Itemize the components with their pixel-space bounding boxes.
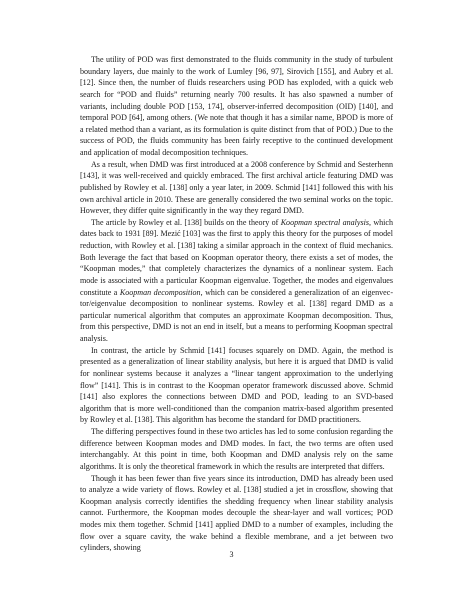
text-run: The utility of POD was first demonstrated to the fluids community in the study of turbulent boundary layers, due mainly to the work of Lumley [96, 97], Sirovich [155], and Aubry et al. [12]. Since then, the number of fluids researchers using POD has exploded, with a quick web search for “POD and fluids” returning nearly 700 results. It has also spawned a number of variants, including double POD [153, 174], observer-inferred decomposition (OID) [140], and temporal POD [64], among others. (We note that though it has a similar name, BPOD is more of a related method than a variant, as its formulation is quite distinct from that of POD.) Due to the success of POD, the fluids community has been fairly receptive to the continued development and application of modal decomposition techniques. — [80, 55, 393, 157]
italic-term: Koopman decomposition — [119, 287, 201, 297]
text-run: In contrast, the article by Schmid [141] focuses squarely on DMD. Again, the method is presented as a generalization of linear stability analysis, but here it is argued that DMD is valid for nonlinear systems because it analyzes a “linear tangent approximation to the underlying flow” [141]. This is in contrast to the Koopman operator framework discussed above. Schmid [141] also explores the connections between DMD and POD, leading to an SVD-based algorithm that is more well-conditioned than the companion matrix-based algorithm presented by Rowley et al. [138]. This algorithm has become the standard for DMD practitioners. — [80, 345, 393, 425]
paragraph-differing-perspectives — [80, 426, 393, 473]
text-run: The article by Rowley et al. [138] builds on the theory of — [91, 217, 281, 227]
paragraph-dmd-introduction — [80, 159, 393, 217]
body-text — [80, 54, 393, 554]
italic-term: Koopman spectral analysis — [280, 217, 369, 227]
paragraph-koopman-rowley — [80, 217, 393, 345]
paragraph-schmid-contrast — [80, 345, 393, 426]
paragraph-pod-history — [80, 54, 393, 159]
text-run: As a result, when DMD was first introduced at a 2008 conference by Schmid and Sesterhenn [143], it was well-received and quickly embraced. The first archival article featuring DMD was published by Rowley et al. [138] only a year later, in 2009. Schmid [141] followed this with his own archival article in 2010. These are generally considered the two seminal works on the topic. However, they differ quite significantly in the way they regard DMD. — [80, 159, 393, 216]
page-number: 3 — [229, 550, 234, 559]
text-run: , which can be considered a generalization of an eigenvector/eigenvalue decomposition to nonlinear systems. Rowley et al. [138] regard DMD as a particular numerical algorithm that computes an approximate Koopman decomposition. Thus, from this perspective, DMD is not an end in itself, but a means to performing Koopman spectral analysis. — [80, 287, 394, 343]
text-run: , which dates back to 1931 [89]. Mezić [103] was the first to apply this theory for the purposes of model reduction, with Rowley et al. [138] taking a similar approach in the context of fluid mechanics. Both leverage the fact that based on Koopman operator theory, there exists a set of modes, the “Koopman modes,” that completely characterizes the dynamics of a nonlinear system. Each mode is associated with a particular Koopman eigenvalue. Together, the modes and eigenvalues constitute a — [80, 217, 394, 297]
text-run: Though it has been fewer than five years since its introduction, DMD has already been used to analyze a wide variety of flows. Rowley et al. [138] studied a jet in crossflow, showing that Koopman analysis correctly identifies the shedding frequency when linear stability analysis cannot. Furthermore, the Koopman modes decouple the shear-layer and wall vortices; POD modes mix them together. Schmid [141] applied DMD to a number of examples, including the flow over a square cavity, the wake behind a flexible membrane, and a jet between two cylinders, showing — [80, 473, 393, 553]
paragraph-dmd-applications — [80, 473, 393, 554]
text-run: The differing perspectives found in these two articles has led to some confusion regarding the difference between Koopman modes and DMD modes. In fact, the two terms are often used interchangably. At this point in time, both Koopman and DMD analysis rely on the same algorithms. It is only the theoretical framework in which the results are interpreted that differs. — [80, 427, 393, 471]
